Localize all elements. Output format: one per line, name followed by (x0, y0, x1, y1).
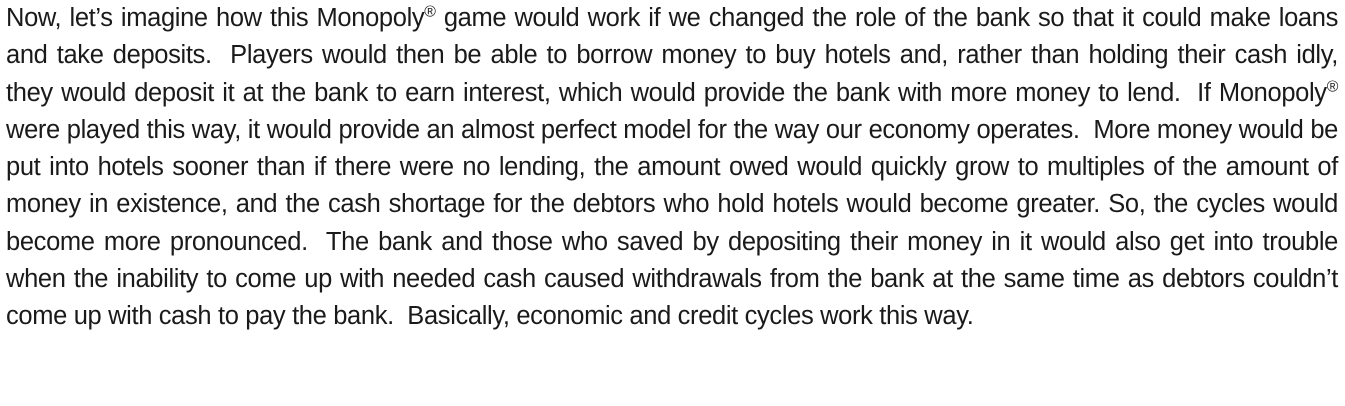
paragraph-text-part-2: game would work if we changed the role of the bank so that it could make loans and take deposits. Players would then be able to borrow money to buy hotels and, rather than holding their cash idly, they would deposit it at the bank to earn interest, which would provide the bank with more money to lend. If Monopoly (6, 4, 1338, 107)
paragraph-text-part-3: were played this way, it would provide an almost perfect model for the way our economy operates. More money would be put into hotels sooner than if there were no lending, the amount owed would quickly grow to multiples of the amount of money in existence, and the cash shortage for the debtors who hold hotels would become greater. So, the cycles would become more pronounced. The bank and those who saved by depositing their money in it would also get into trouble when the inability to come up with needed cash caused withdrawals from the bank at the same time as debtors couldn’t come up with cash to pay the bank. Basically, economic and credit cycles work this way. (6, 115, 1338, 331)
registered-trademark-mark: ® (424, 3, 436, 21)
registered-trademark-mark: ® (1326, 78, 1338, 96)
body-paragraph (6, 0, 1338, 336)
document-page (6, 0, 1338, 336)
paragraph-text-part-1: Now, let’s imagine how this Monopoly (6, 4, 425, 32)
